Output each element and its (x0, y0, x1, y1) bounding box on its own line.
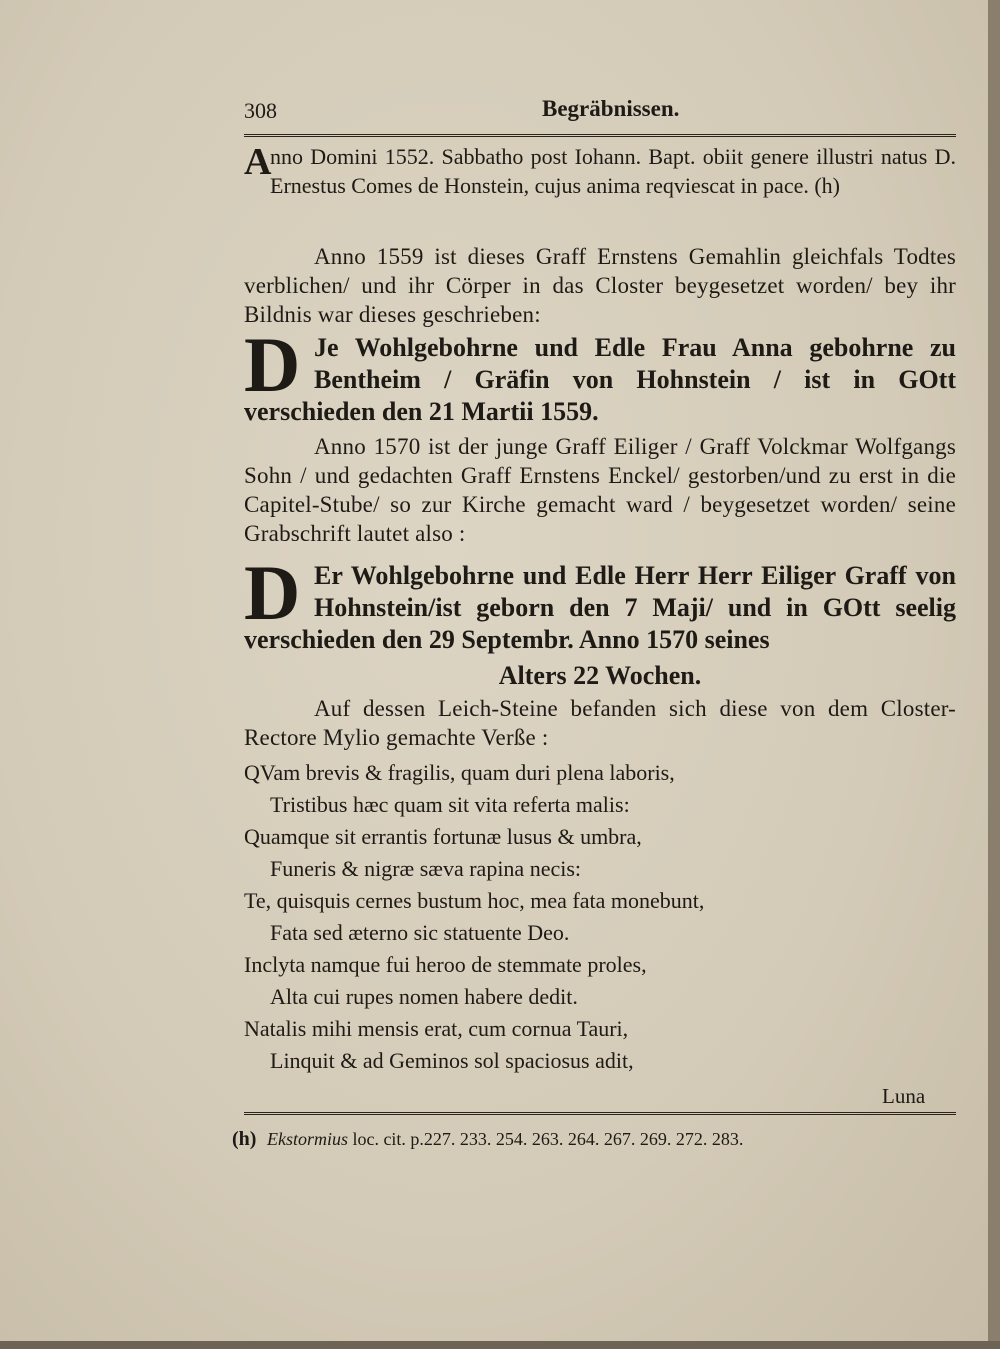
verse-line: Natalis mihi mensis erat, cum cornua Tauri, (244, 1016, 629, 1041)
verse-line: Te, quisquis cernes bustum hoc, mea fata monebunt, (244, 888, 705, 913)
drop-initial: D (244, 321, 301, 408)
verse-line: Inclyta namque fui heroo de stemmate proles, (244, 952, 647, 977)
epitaph-last-line: Alters 22 Wochen. (498, 661, 702, 690)
paragraph-gravestone: Auf dessen Leich-Steine befanden sich diese von dem Closter-Rectore Mylio gemachte Verße : (244, 696, 956, 750)
drop-initial: A (244, 141, 272, 183)
verse-line: Alta cui rupes nomen habere dedit. (270, 984, 578, 1009)
paragraph-young-count: Anno 1570 ist der junge Graff Eiliger / Graff Volckmar Wolfgangs Sohn / und gedachten Graff Ernstens Enckel/ gestorben/und zu erst in die Capitel-Stube/ so zur Kirche gemacht ward / beygesetzet worden/ seine Grabschrift lautet also : (244, 434, 956, 546)
paragraph-countess-death: Anno 1559 ist dieses Graff Ernstens Gemahlin gleichfals Todtes verblichen/ und ihr Cörper in das Closter beygesetzet worden/ bey ihr Bildnis war dieses geschrieben: (244, 244, 956, 327)
epitaph-young-count: D Er Wohlgebohrne und Edle Herr Herr Eiliger Graff von Hohnstein/ist geborn den 7 Maji/ und in GOtt seelig verschieden den 29 Septembr. Anno 1570 seines (244, 549, 956, 654)
page-header (244, 94, 956, 130)
paragraph-latin-entry: A nno Domini 1552. Sabbatho post Iohann. Bapt. obiit genere illustri natus D. Ernestus Comes de Honstein, cujus anima reqviescat in pace. (h) (244, 141, 956, 198)
verse-line: Tristibus hæc quam sit vita referta malis: (270, 792, 630, 817)
footnote-author: Ekstormius (266, 1129, 348, 1149)
footnote-rule (244, 1112, 956, 1115)
verse-line: QVam brevis & fragilis, quam duri plena laboris, (244, 760, 675, 785)
verse-line: Quamque sit errantis fortunæ lusus & umbra, (244, 824, 642, 849)
footnote (232, 1126, 956, 1153)
footnote-citation: loc. cit. p.227. 233. 254. 263. 264. 267. 269. 272. 283. (352, 1129, 744, 1149)
footnote-mark: (h) (232, 1128, 257, 1150)
drop-initial: D (244, 549, 301, 636)
header-rule (244, 134, 956, 137)
running-title: Begräbnissen. (542, 96, 680, 121)
epitaph-countess: D Je Wohlgebohrne und Edle Frau Anna gebohrne zu Bentheim / Gräfin von Hohnstein / ist in GOtt verschieden den 21 Martii 1559. (244, 321, 956, 426)
verse-line: Fata sed æterno sic statuente Deo. (270, 920, 570, 945)
page-bottom-edge (0, 1341, 1000, 1349)
page-number: 308 (244, 98, 277, 123)
verse-line: Linquit & ad Geminos sol spaciosus adit, (270, 1048, 634, 1073)
catchword: Luna (882, 1084, 926, 1108)
verse-line: Funeris & nigræ sæva rapina necis: (270, 856, 582, 881)
page-edge (988, 0, 1000, 1349)
